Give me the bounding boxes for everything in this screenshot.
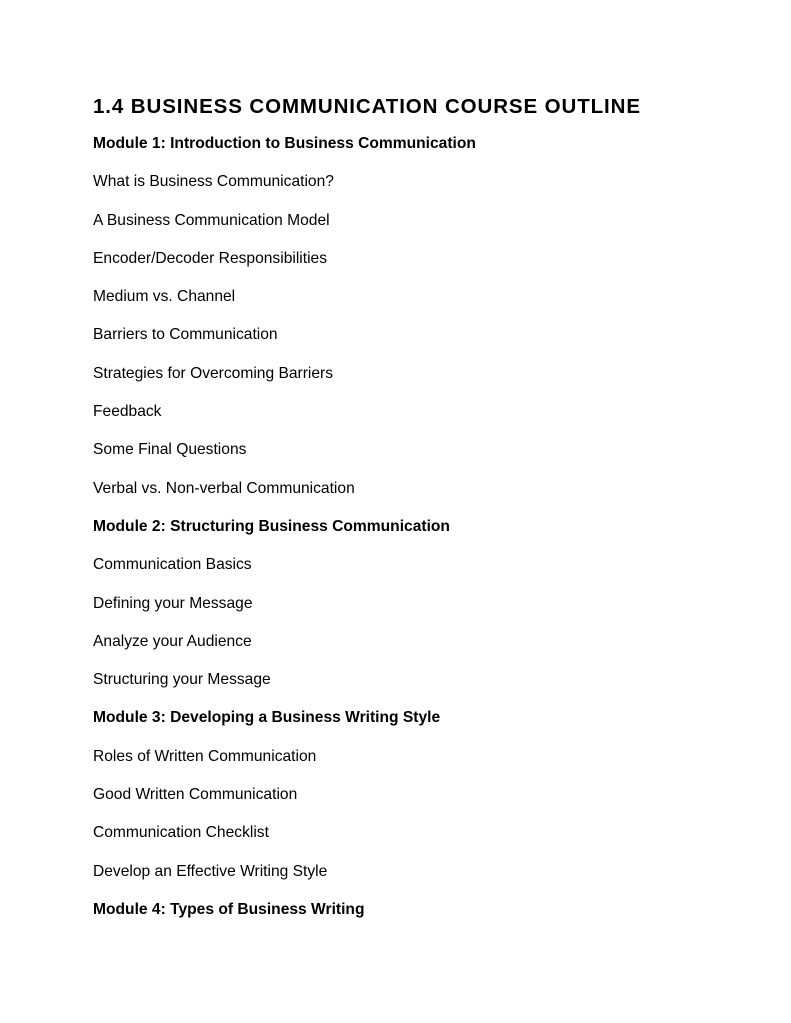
topic-item: Verbal vs. Non-verbal Communication [93,479,355,497]
topic-item: Some Final Questions [93,441,247,459]
topic-item: Defining your Message [93,594,253,612]
topic-item: Structuring your Message [93,671,271,689]
topic-item: Communication Checklist [93,824,269,842]
document-page [93,93,733,938]
topic-item: What is Business Communication? [93,173,334,191]
topic-item: Communication Basics [93,556,252,574]
page-title: 1.4 BUSINESS COMMUNICATION COURSE OUTLINE [93,95,641,118]
topic-item: Strategies for Overcoming Barriers [93,364,334,382]
topic-item: Encoder/Decoder Responsibilities [93,249,328,267]
module-heading: Module 3: Developing a Business Writing Style [93,709,441,727]
topic-item: A Business Communication Model [93,211,330,229]
course-outline-list [93,134,733,920]
topic-item: Develop an Effective Writing Style [93,862,328,880]
module-heading: Module 2: Structuring Business Communication [93,517,450,535]
topic-item: Analyze your Audience [93,632,252,650]
topic-item: Roles of Written Communication [93,747,317,765]
topic-item: Good Written Communication [93,786,298,804]
topic-item: Barriers to Communication [93,326,278,344]
module-heading: Module 4: Types of Business Writing [93,900,365,918]
topic-item: Medium vs. Channel [93,288,236,306]
module-heading: Module 1: Introduction to Business Communication [93,135,476,152]
topic-item: Feedback [93,403,162,421]
